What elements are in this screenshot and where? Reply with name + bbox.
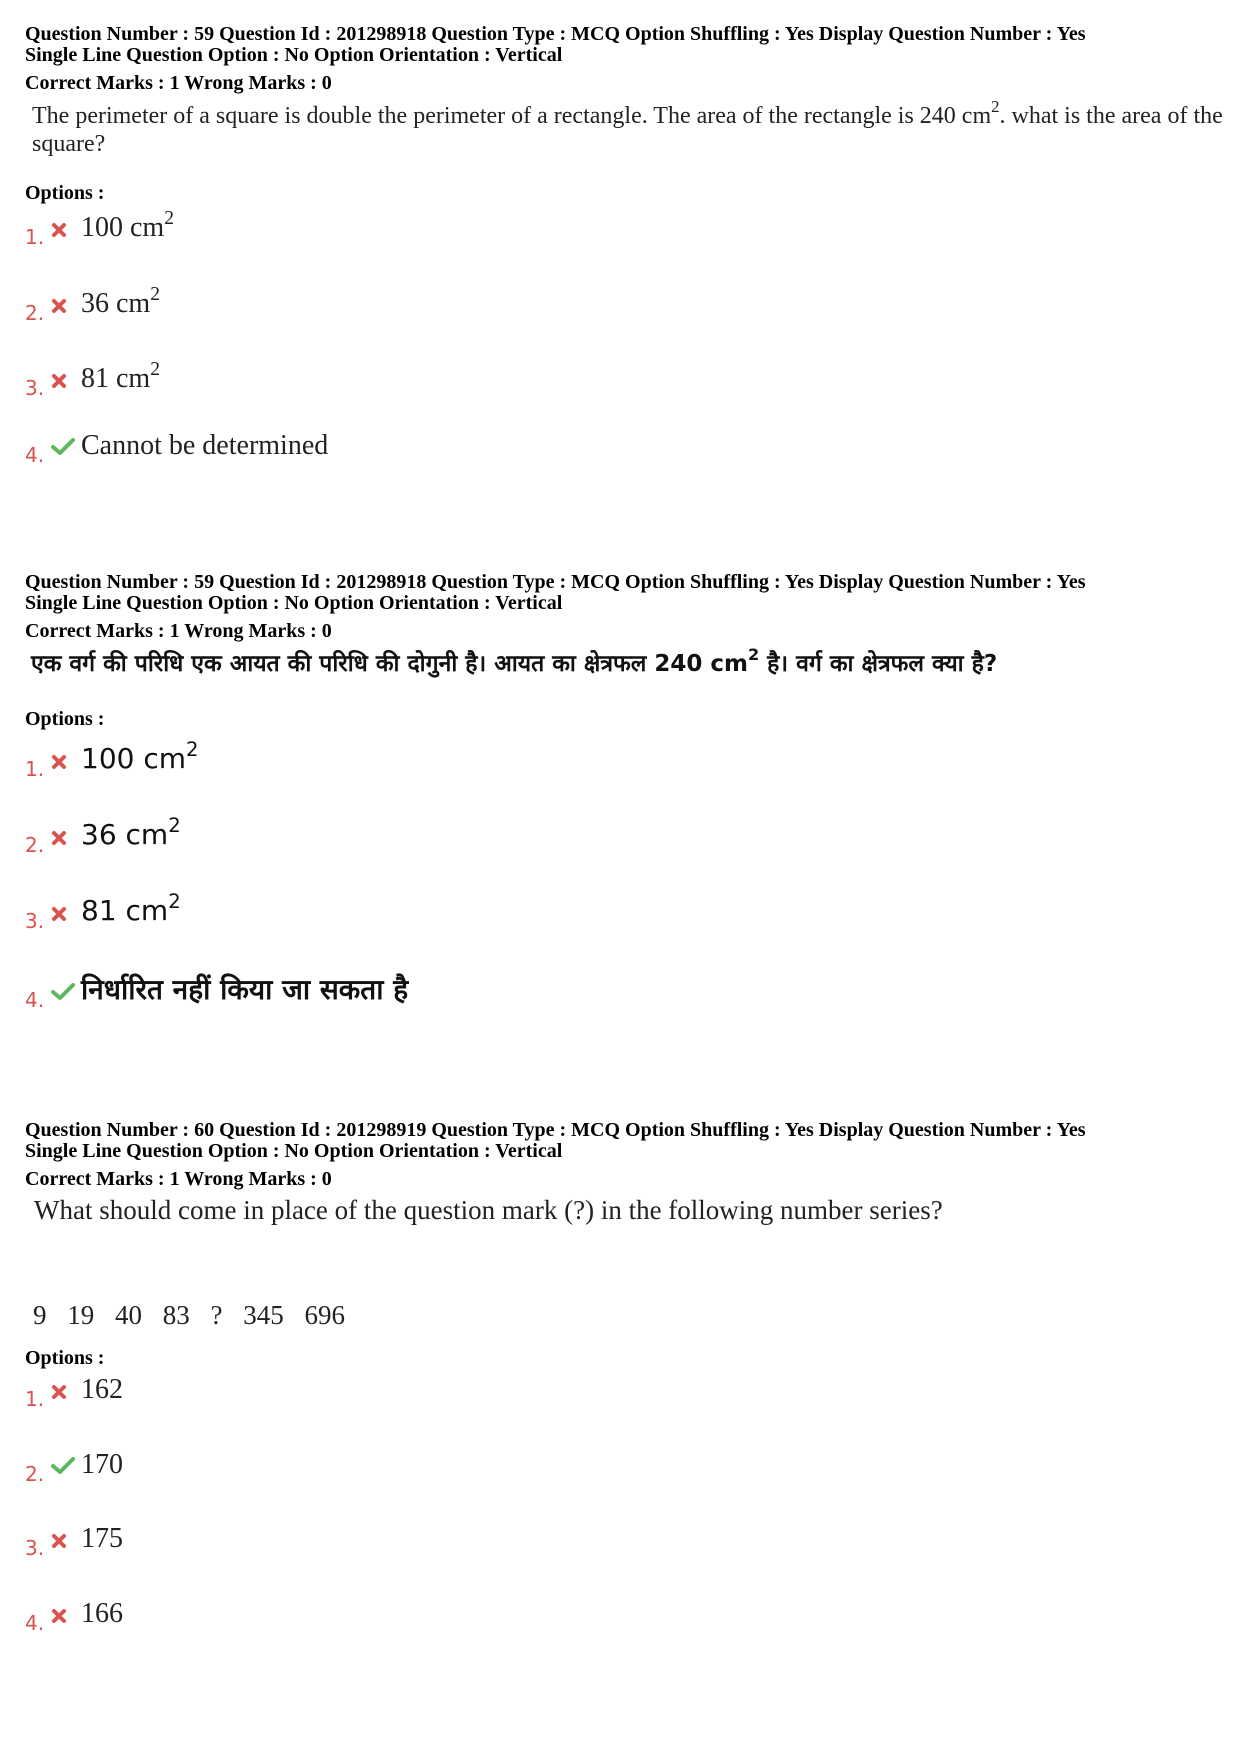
options-label: Options : (25, 1347, 105, 1369)
cross-icon (51, 754, 81, 770)
option-text: 170 (81, 1449, 123, 1480)
cross-icon (51, 298, 81, 314)
question-text-part2: . what is the area of the square? (32, 103, 1223, 157)
option-text: 162 (81, 1374, 123, 1405)
cross-icon (51, 830, 81, 846)
check-icon (51, 438, 81, 456)
question-text-sup: 2 (991, 97, 1000, 116)
option-text (81, 283, 161, 320)
question-text-part1: The perimeter of a square is double the perimeter of a rectangle. The area of the rectangle is 240 cm (32, 103, 992, 129)
option-number: 4. (25, 988, 45, 1012)
question-text (25, 97, 1225, 158)
question-text-sup: 2 (747, 645, 760, 665)
question-block (25, 572, 1225, 1032)
option-number: 2. (25, 1462, 45, 1486)
option-text-main: 100 cm (81, 742, 187, 775)
option-text (81, 207, 175, 244)
cross-icon (51, 222, 81, 238)
cross-icon (51, 1384, 81, 1400)
question-block (25, 1120, 1225, 1640)
question-text-part1: एक वर्ग की परिधि एक आयत की परिधि की दोगुनी है। आयत का क्षेत्रफल 240 cm (31, 651, 748, 677)
option-text-sup: 2 (164, 207, 175, 229)
option-text (81, 813, 181, 851)
option-item[interactable] (25, 889, 181, 933)
cross-icon (51, 906, 81, 922)
option-item[interactable] (25, 1374, 123, 1411)
option-text-sup: 2 (150, 283, 161, 305)
option-text-sup: 2 (186, 737, 199, 761)
check-icon (51, 1457, 81, 1475)
options-label: Options : (25, 708, 105, 730)
number-series: 9 19 40 83 ? 345 696 (33, 1300, 345, 1330)
option-number: 2. (25, 301, 45, 325)
question-meta-line2: Single Line Question Option : No Option Orientation : Vertical (25, 1140, 563, 1162)
option-text-main: 81 cm (81, 363, 151, 394)
option-number: 4. (25, 443, 45, 467)
cross-icon (51, 1608, 81, 1624)
question-meta-line2: Single Line Question Option : No Option Orientation : Vertical (25, 44, 563, 66)
question-text-part2: है। वर्ग का क्षेत्रफल क्या है? (759, 651, 998, 677)
option-text: 175 (81, 1523, 123, 1554)
option-text-sup: 2 (168, 889, 181, 913)
question-marks: Correct Marks : 1 Wrong Marks : 0 (25, 1168, 332, 1190)
check-icon (51, 983, 81, 1001)
option-text-main: 36 cm (81, 288, 151, 319)
question-meta-line1: Question Number : 59 Question Id : 201298918 Question Type : MCQ Option Shuffling : Yes Display Question Number : Yes (25, 571, 1086, 593)
option-number: 4. (25, 1611, 45, 1635)
question-meta-line2: Single Line Question Option : No Option Orientation : Vertical (25, 592, 563, 614)
question-text (25, 645, 1225, 678)
question-block (25, 23, 1225, 467)
option-text-sup: 2 (150, 358, 161, 380)
option-item[interactable] (25, 358, 161, 400)
cross-icon (51, 373, 81, 389)
option-text (81, 889, 181, 927)
option-number: 1. (25, 757, 45, 781)
option-text-sup: 2 (168, 813, 181, 837)
option-text-main: 36 cm (81, 818, 169, 851)
option-item[interactable] (25, 283, 161, 325)
question-text: What should come in place of the question mark (?) in the following number series? (34, 1195, 943, 1225)
option-text: निर्धारित नहीं किया जा सकता है (81, 973, 409, 1006)
option-item[interactable] (25, 430, 329, 467)
cross-icon (51, 1533, 81, 1549)
option-number: 3. (25, 1536, 45, 1560)
option-item[interactable] (25, 1598, 123, 1635)
option-text (81, 737, 199, 775)
question-marks: Correct Marks : 1 Wrong Marks : 0 (25, 72, 332, 94)
option-text: 166 (81, 1598, 123, 1629)
option-number: 1. (25, 225, 45, 249)
option-text-main: 81 cm (81, 894, 169, 927)
options-label: Options : (25, 182, 105, 204)
option-number: 3. (25, 376, 45, 400)
option-text (81, 358, 161, 395)
option-number: 2. (25, 833, 45, 857)
option-text-main: 100 cm (81, 212, 165, 243)
question-marks: Correct Marks : 1 Wrong Marks : 0 (25, 620, 332, 642)
option-item[interactable] (25, 1449, 123, 1486)
option-item[interactable] (25, 1523, 123, 1560)
option-item[interactable] (25, 207, 175, 249)
question-meta-line1: Question Number : 60 Question Id : 201298919 Question Type : MCQ Option Shuffling : Yes Display Question Number : Yes (25, 1119, 1086, 1141)
option-number: 1. (25, 1387, 45, 1411)
question-meta-line1: Question Number : 59 Question Id : 201298918 Question Type : MCQ Option Shuffling : Yes Display Question Number : Yes (25, 23, 1086, 45)
option-number: 3. (25, 909, 45, 933)
option-item[interactable] (25, 970, 409, 1012)
option-item[interactable] (25, 737, 199, 781)
option-item[interactable] (25, 813, 181, 857)
option-text: Cannot be determined (81, 430, 329, 461)
